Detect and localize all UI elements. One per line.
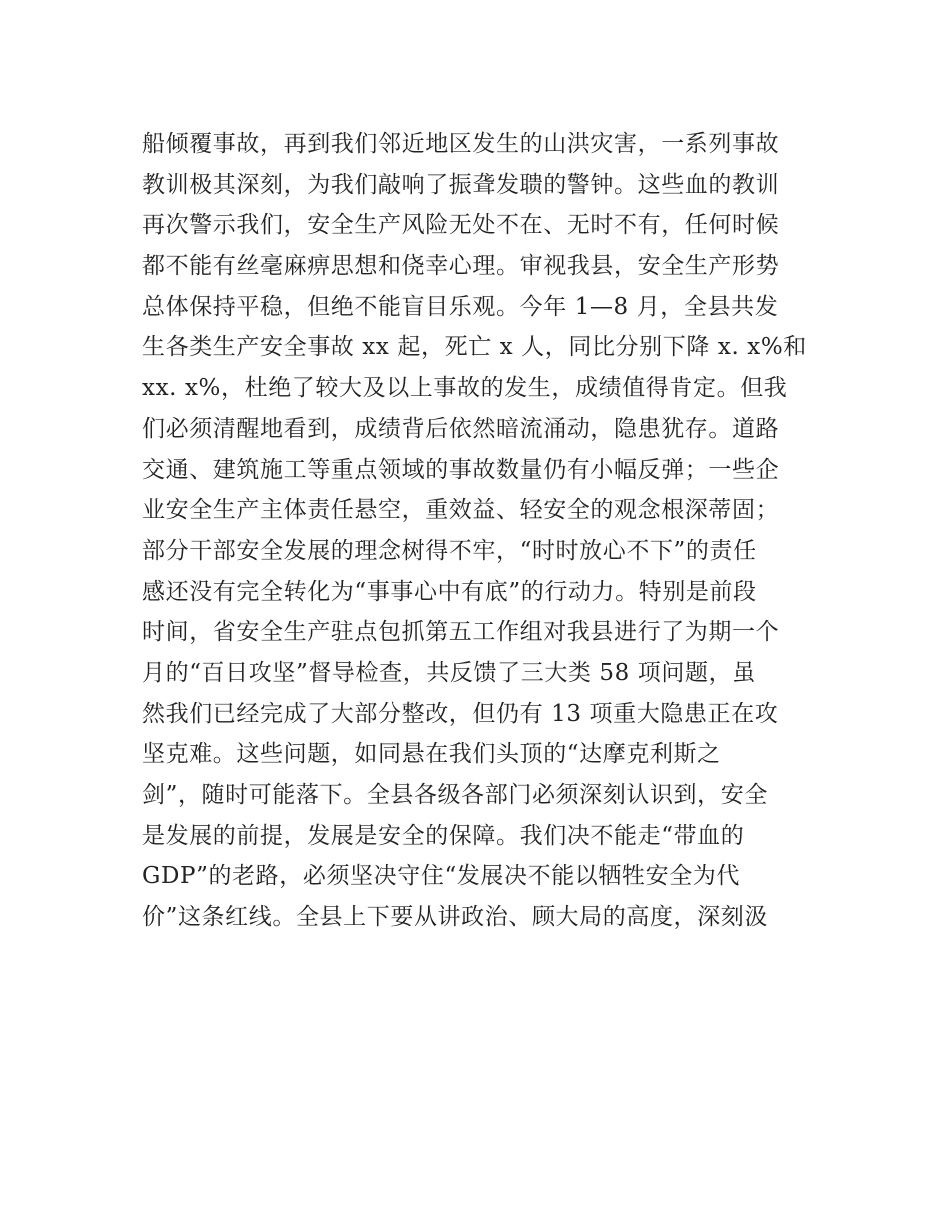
text-line: 感还没有完全转化为“事事心中有底”的行动力。特别是前段 xyxy=(142,578,757,605)
text-line: 交通、建筑施工等重点领域的事故数量仍有小幅反弹；一些企 xyxy=(142,456,780,483)
text-line: 然我们已经完成了大部分整改，但仍有 13 项重大隐患正在攻 xyxy=(142,700,779,727)
text-line: GDP”的老路，必须坚决守住“发展决不能以牺牲安全为代 xyxy=(142,863,741,890)
text-line: 剑”，随时可能落下。全县各级各部门必须深刻认识到，安全 xyxy=(142,782,768,808)
text-line: 业安全生产主体责任悬空，重效益、轻安全的观念根深蒂固； xyxy=(142,497,780,524)
text-line: 再次警示我们，安全生产风险无处不在、无时不有，任何时候 xyxy=(142,212,780,239)
text-line: 教训极其深刻，为我们敲响了振聋发聩的警钟。这些血的教训 xyxy=(142,171,780,198)
text-line: 价”这条红线。全县上下要从讲政治、顾大局的高度，深刻汲 xyxy=(142,904,768,931)
text-line: 们必须清醒地看到，成绩背后依然暗流涌动，隐患犹存。道路 xyxy=(142,415,780,442)
text-line: 时间，省安全生产驻点包抓第五工作组对我县进行了为期一个 xyxy=(142,619,780,646)
body-paragraph xyxy=(142,124,822,938)
text-line: xx. x%，杜绝了较大及以上事故的发生，成绩值得肯定。但我 xyxy=(142,375,788,402)
text-line: 都不能有丝毫麻痹思想和侥幸心理。审视我县，安全生产形势 xyxy=(142,253,780,280)
text-line: 部分干部安全发展的理念树得不牢，“时时放心不下”的责任 xyxy=(142,537,757,564)
text-line: 生各类生产安全事故 xx 起，死亡 x 人，同比分别下降 x. x%和 xyxy=(142,334,807,361)
text-line: 坚克难。这些问题，如同悬在我们头顶的“达摩克利斯之 xyxy=(142,741,721,768)
text-line: 月的“百日攻坚”督导检查，共反馈了三大类 58 项问题，虽 xyxy=(142,659,756,686)
text-line: 船倾覆事故，再到我们邻近地区发生的山洪灾害，一系列事故 xyxy=(142,131,780,157)
text-line: 总体保持平稳，但绝不能盲目乐观。今年 1—8 月，全县共发 xyxy=(142,293,779,320)
text-line: 是发展的前提，发展是安全的保障。我们决不能走“带血的 xyxy=(142,822,745,849)
